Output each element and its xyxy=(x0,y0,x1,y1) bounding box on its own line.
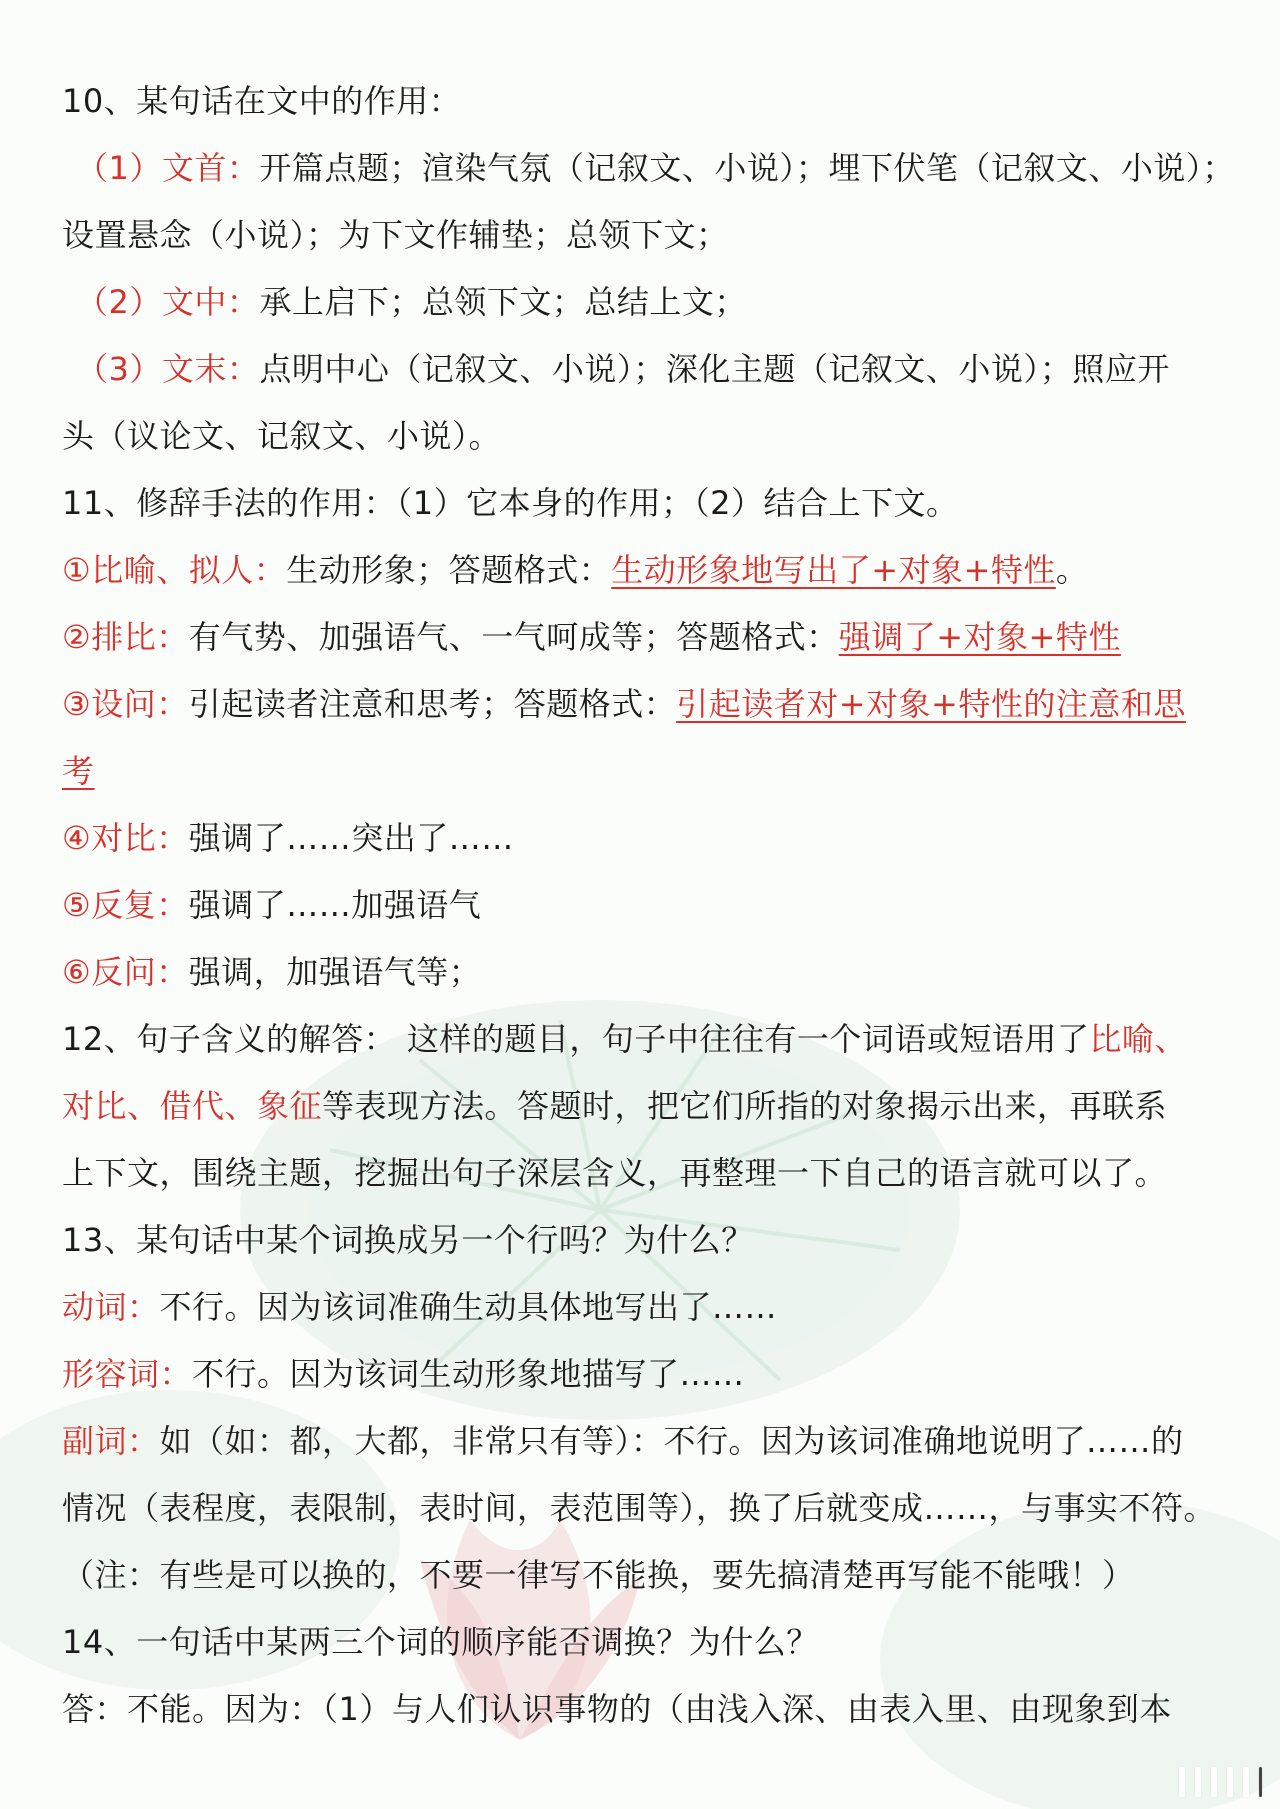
s13-adjective-text: 不行。因为该词生动形象地描写了…… xyxy=(192,1355,745,1393)
s13-adverb-label: 副词： xyxy=(62,1422,160,1460)
s11-rhetoric-3-label: ③设问： xyxy=(62,685,189,723)
indicator-tick xyxy=(1243,1767,1249,1797)
s14-answer: 答：不能。因为：（1）与人们认识事物的（由浅入深、由表入里、由现象到本 xyxy=(62,1690,1172,1728)
s12-line-2 xyxy=(62,1073,1218,1140)
s11-rhetoric-2 xyxy=(62,604,1218,671)
s10-point-1-cont: 设置悬念（小说）；为下文作辅垫；总领下文； xyxy=(62,216,729,254)
s12-text-b: 等表现方法。答题时，把它们所指的对象揭示出来，再联系 xyxy=(322,1087,1168,1125)
s11-rhetoric-3-format-cont: 考 xyxy=(62,752,95,790)
indicator-tick xyxy=(1227,1767,1233,1797)
s10-point-2-label: （2）文中： xyxy=(76,283,260,321)
s10-point-3-label: （3）文末： xyxy=(76,350,260,388)
s11-rhetoric-3-text: 引起读者注意和思考；答题格式： xyxy=(188,685,677,723)
s13-note: （注：有些是可以换的，不要一律写不能换，要先搞清楚再写能不能哦！） xyxy=(62,1556,1135,1594)
s10-point-2-text: 承上启下；总领下文；总结上文； xyxy=(259,283,747,321)
s10-point-1-label: （1）文首： xyxy=(76,149,260,187)
s11-rhetoric-2-format: 强调了+对象+特性 xyxy=(838,618,1121,656)
indicator-tick xyxy=(1195,1767,1201,1797)
s11-rhetoric-4 xyxy=(62,805,1218,872)
s12-title-text: 12、句子含义的解答： 这样的题目，句子中往往有一个词语或短语用了 xyxy=(62,1020,1090,1058)
s13-adverb xyxy=(62,1408,1218,1475)
s11-rhetoric-5 xyxy=(62,872,1218,939)
indicator-tick xyxy=(1179,1767,1185,1797)
section-11-title: 11、修辞手法的作用：（1）它本身的作用；（2）结合上下文。 xyxy=(62,484,959,522)
s13-adjective-label: 形容词： xyxy=(62,1355,193,1393)
indicator-tick xyxy=(1211,1767,1217,1797)
s11-rhetoric-6-label: ⑥反问： xyxy=(62,953,189,991)
s11-rhetoric-1-label: ①比喻、拟人： xyxy=(62,551,287,589)
s11-rhetoric-4-label: ④对比： xyxy=(62,819,189,857)
s10-point-3 xyxy=(62,336,1218,403)
s11-rhetoric-2-text: 有气势、加强语气、一气呵成等；答题格式： xyxy=(188,618,839,656)
s13-adjective xyxy=(62,1341,1218,1408)
s13-verb-label: 动词： xyxy=(62,1288,160,1326)
section-10-title: 10、某句话在文中的作用： xyxy=(62,82,462,120)
indicator-cursor xyxy=(1259,1767,1262,1797)
s11-rhetoric-5-text: 强调了……加强语气 xyxy=(188,886,482,924)
s11-rhetoric-1-format: 生动形象地写出了+对象+特性 xyxy=(611,551,1056,589)
s11-rhetoric-5-label: ⑤反复： xyxy=(62,886,189,924)
s12-red-a: 比喻、 xyxy=(1089,1020,1187,1058)
s10-point-3-cont: 头（议论文、记叙文、小说）。 xyxy=(62,417,502,455)
s10-point-1 xyxy=(62,135,1235,202)
s11-rhetoric-1-text: 生动形象；答题格式： xyxy=(286,551,612,589)
s12-line-3: 上下文，围绕主题，挖掘出句子深层含义，再整理一下自己的语言就可以了。 xyxy=(62,1154,1168,1192)
s11-rhetoric-3 xyxy=(62,671,1218,738)
s11-rhetoric-6-text: 强调，加强语气等； xyxy=(188,953,482,991)
s11-rhetoric-1-end: 。 xyxy=(1055,551,1089,589)
s13-verb xyxy=(62,1274,1218,1341)
s11-rhetoric-3-cont xyxy=(62,738,1218,805)
s11-rhetoric-4-text: 强调了……突出了…… xyxy=(188,819,514,857)
section-14-title: 14、一句话中某两三个词的顺序能否调换？为什么？ xyxy=(62,1623,819,1661)
s13-adverb-text: 如（如：都，大都，非常只有等）：不行。因为该词准确地说明了……的 xyxy=(159,1422,1184,1460)
s11-rhetoric-2-label: ②排比： xyxy=(62,618,189,656)
s11-rhetoric-3-format: 引起读者对+对象+特性的注意和思 xyxy=(676,685,1186,723)
s13-adverb-cont: 情况（表程度，表限制，表时间，表范围等），换了后就变成……，与事实不符。 xyxy=(62,1489,1217,1527)
s10-point-2 xyxy=(62,269,1218,336)
section-13-title: 13、某句话中某个词换成另一个行吗？为什么？ xyxy=(62,1221,754,1259)
s11-rhetoric-6 xyxy=(62,939,1218,1006)
bottom-scroll-indicator xyxy=(0,1755,1280,1809)
s11-rhetoric-1 xyxy=(62,537,1218,604)
s13-verb-text: 不行。因为该词准确生动具体地写出了…… xyxy=(159,1288,778,1326)
section-12-title xyxy=(62,1006,1218,1073)
s10-point-3-text: 点明中心（记叙文、小说）；深化主题（记叙文、小说）；照应开 xyxy=(259,350,1170,388)
s10-point-1-text: 开篇点题；渲染气氛（记叙文、小说）；埋下伏笔（记叙文、小说）； xyxy=(259,149,1235,187)
s12-red-b: 对比、借代、象征 xyxy=(62,1087,323,1125)
